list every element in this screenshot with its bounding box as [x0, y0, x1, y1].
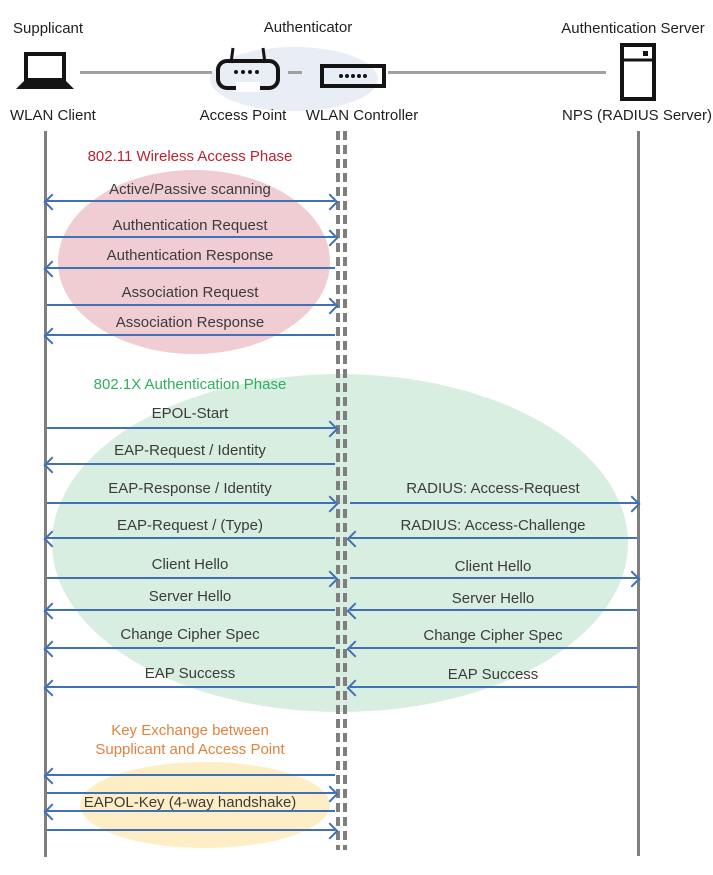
message-label: Authentication Response — [106, 247, 274, 264]
message-arrow-authentication-request — [47, 236, 335, 238]
phase-title-key-exchange-line1: Key Exchange between — [111, 722, 269, 739]
message-label: Association Response — [115, 314, 265, 331]
message-arrow-client-hello-left — [47, 577, 335, 579]
message-label: EPOL-Start — [151, 405, 229, 422]
access-point-icon — [216, 46, 280, 92]
message-label: EAP-Request / Identity — [114, 442, 266, 459]
message-label: Authentication Request — [112, 217, 268, 234]
connector-ap-controller — [288, 71, 302, 74]
message-arrow-association-response — [47, 334, 335, 336]
role-label-authenticator: Authenticator — [263, 19, 353, 36]
device-label-wlan-client: WLAN Client — [10, 107, 96, 124]
message-arrow-radius-access-request — [350, 502, 637, 504]
phase-title-wireless-access: 802.11 Wireless Access Phase — [87, 148, 293, 165]
message-arrow-authentication-response — [47, 267, 335, 269]
message-label: EAP-Request / (Type) — [117, 517, 263, 534]
connector-controller-server — [388, 71, 606, 74]
message-arrow-eap-success-left — [47, 686, 335, 688]
message-arrow-eap-success-right — [350, 686, 637, 688]
message-arrow-client-hello-right — [350, 577, 637, 579]
message-label: Server Hello — [451, 590, 535, 607]
message-arrow-eap-request-identity — [47, 463, 335, 465]
message-arrow-eapol-key-1 — [47, 774, 335, 776]
message-label: EAPOL-Key (4-way handshake) — [83, 794, 297, 811]
wlan-controller-icon — [320, 64, 386, 88]
message-label: Active/Passive scanning — [109, 181, 271, 198]
device-label-nps-radius-server: NPS (RADIUS Server) — [561, 107, 713, 124]
server-icon — [620, 43, 656, 101]
message-label: Client Hello — [454, 558, 532, 575]
message-arrow-change-cipher-spec-left — [47, 647, 335, 649]
message-label: Client Hello — [151, 556, 229, 573]
message-arrow-eapol-key-4 — [47, 829, 335, 831]
connector-client-ap — [80, 71, 212, 74]
laptop-icon — [12, 52, 78, 92]
lifeline-authentication-server — [637, 131, 640, 856]
message-arrow-eap-request-type — [47, 537, 335, 539]
lifeline-controller-dash-2 — [343, 131, 347, 850]
message-label: EAP Success — [447, 666, 539, 683]
device-label-wlan-controller: WLAN Controller — [305, 107, 419, 124]
message-arrow-active-passive-scanning — [47, 200, 335, 202]
message-arrow-server-hello-right — [350, 609, 637, 611]
message-label: RADIUS: Access-Challenge — [400, 517, 586, 534]
message-arrow-radius-access-challenge — [350, 537, 637, 539]
message-label: Change Cipher Spec — [423, 627, 563, 644]
role-label-authentication-server: Authentication Server — [561, 20, 705, 37]
message-arrow-server-hello-left — [47, 609, 335, 611]
message-arrow-eap-response-identity — [47, 502, 335, 504]
message-label: Association Request — [121, 284, 259, 301]
message-label: EAP Success — [144, 665, 236, 682]
message-arrow-epol-start — [47, 427, 335, 429]
role-label-supplicant: Supplicant — [13, 20, 84, 37]
message-label: Change Cipher Spec — [120, 626, 260, 643]
message-arrow-change-cipher-spec-right — [350, 647, 637, 649]
phase-ellipse-authentication — [52, 374, 628, 712]
message-arrow-association-request — [47, 304, 335, 306]
device-label-access-point: Access Point — [199, 107, 287, 124]
message-label: Server Hello — [148, 588, 232, 605]
message-label: EAP-Response / Identity — [108, 480, 272, 497]
message-label: RADIUS: Access-Request — [406, 480, 580, 497]
phase-title-key-exchange — [45, 721, 335, 759]
phase-title-authentication: 802.1X Authentication Phase — [93, 376, 287, 393]
phase-title-key-exchange-line2: Supplicant and Access Point — [95, 741, 285, 758]
